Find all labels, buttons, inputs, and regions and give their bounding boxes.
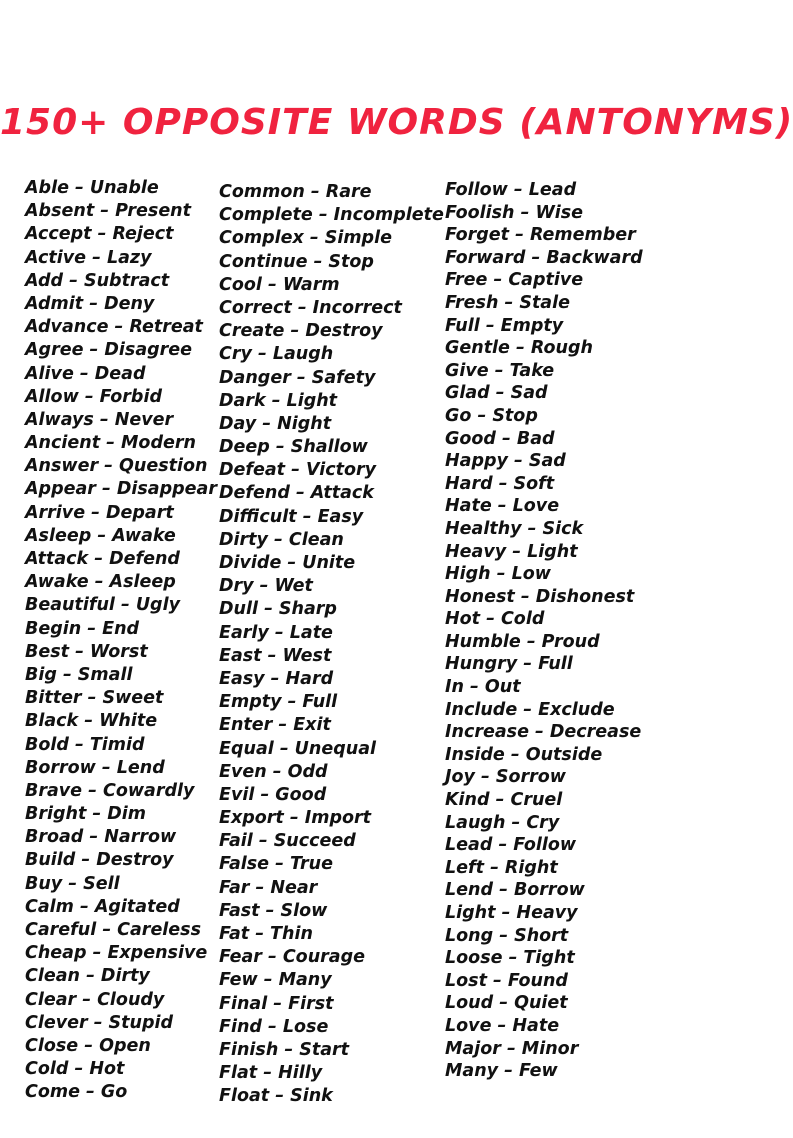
antonym-pair: Defeat – Victory [219,460,377,481]
antonym-pair: Create – Destroy [219,321,383,342]
antonym-pair: Difficult – Easy [219,506,364,527]
antonym-pair: Inside – Outside [445,744,603,765]
antonym-pair: Build – Destroy [25,850,174,871]
antonym-pair: Final – First [219,993,334,1014]
antonym-pair: Deep – Shallow [219,437,368,458]
antonym-pair: Honest – Dishonest [445,586,635,607]
antonym-pair: Continue – Stop [219,251,374,272]
antonym-pair: In – Out [445,677,521,698]
antonym-pair: Light – Heavy [445,903,578,923]
antonym-pair: Admit – Deny [25,293,155,314]
antonym-pair: Happy – Sad [445,451,566,472]
antonym-pair: Increase – Decrease [445,722,642,743]
antonym-pair: Left – Right [445,857,558,878]
antonym-pair: Kind – Cruel [445,790,563,811]
antonym-pair: Humble – Proud [445,631,600,652]
antonym-pair: Fat – Thin [219,924,313,944]
antonym-pair: Free – Captive [445,270,584,291]
antonym-pair: Bold – Timid [25,734,145,755]
antonym-pair: Gentle – Rough [445,338,593,359]
page-title: 150+ OPPOSITE WORDS (ANTONYMS) [0,102,793,143]
antonym-pair: Enter – Exit [219,715,331,736]
antonym-pair: Dull – Sharp [219,599,337,620]
antonym-pair: Flat – Hilly [219,1063,323,1084]
antonym-pair: Evil – Good [219,784,327,805]
antonym-pair: Major – Minor [445,1038,579,1059]
antonym-pair: Appear – Disappear [25,479,217,500]
antonym-pair: Find – Lose [219,1016,329,1037]
antonym-pair: Hard – Soft [445,473,555,494]
antonym-pair: Early – Late [219,622,333,643]
antonym-pair: Glad – Sad [445,383,548,404]
antonym-pair: Always – Never [25,409,174,430]
antonym-pair: Beautiful – Ugly [25,595,180,616]
antonym-pair: Broad – Narrow [25,827,177,848]
antonym-pair: Attack – Defend [25,549,180,569]
antonym-pair: Heavy – Light [445,541,578,562]
antonym-pair: Advance – Retreat [25,317,203,338]
antonym-column-1 [25,177,217,1105]
antonym-pair: Able – Unable [25,178,159,198]
antonym-pair: Allow – Forbid [25,386,162,407]
antonym-pair: Loud – Quiet [445,993,568,1014]
antonym-pair: Danger – Safety [219,367,376,388]
antonym-pair: Cheap – Expensive [25,943,208,964]
antonym-pair: Full – Empty [445,315,564,336]
antonym-pair: Absent – Present [25,201,192,222]
antonym-pair: Answer – Question [25,456,208,477]
antonym-pair: Export – Import [219,808,372,829]
antonym-pair: Active – Lazy [25,247,152,268]
antonym-pair: Even – Odd [219,761,328,782]
antonym-pair: Cool – Warm [219,274,340,295]
antonym-pair: Begin – End [25,618,140,639]
antonym-pair: Correct – Incorrect [219,297,402,318]
antonym-pair: Fresh – Stale [445,292,570,313]
antonym-pair: Easy – Hard [219,668,334,689]
antonym-pair: Fail – Succeed [219,831,356,852]
antonym-pair: Bitter – Sweet [25,688,164,709]
antonym-pair: Clear – Cloudy [25,989,165,1010]
antonym-pair: Dry – Wet [219,576,313,597]
antonym-column-3 [445,179,643,1083]
antonym-pair: Come – Go [25,1082,128,1103]
antonym-pair: Cry – Laugh [219,344,334,365]
antonym-pair: Close – Open [25,1035,151,1056]
antonym-pair: Dark – Light [219,390,338,411]
antonym-pair: Borrow – Lend [25,757,165,778]
antonym-pair: Alive – Dead [25,363,146,384]
antonym-pair: Careful – Careless [25,920,202,940]
antonym-pair: Defend – Attack [219,483,374,504]
antonym-pair: Arrive – Depart [25,502,174,523]
antonym-pair: Big – Small [25,664,133,685]
antonym-pair: Ancient – Modern [25,433,196,454]
antonym-pair: Asleep – Awake [25,525,176,546]
antonym-pair: Awake – Asleep [25,572,176,593]
antonym-pair: Finish – Start [219,1039,349,1060]
antonym-pair: Love – Hate [445,1015,560,1036]
antonym-pair: Long – Short [445,925,569,946]
antonym-pair: Far – Near [219,877,318,898]
antonym-pair: Give – Take [445,360,555,381]
antonym-pair: Brave – Cowardly [25,780,195,801]
antonym-pair: Lead – Follow [445,835,577,856]
antonym-pair: Include – Exclude [445,699,615,720]
antonym-pair: Black – White [25,711,158,732]
antonym-pair: Dirty – Clean [219,529,344,550]
antonym-column-2 [219,181,444,1109]
antonym-pair: Hot – Cold [445,609,545,630]
antonym-pair: False – True [219,854,333,875]
antonym-pair: Go – Stop [445,405,538,426]
antonym-pair: Joy – Sorrow [445,767,566,788]
antonym-pair: Few – Many [219,970,332,991]
antonym-pair: Agree – Disagree [25,340,193,361]
antonym-pair: Hate – Love [445,496,560,517]
antonym-pair: Divide – Unite [219,553,356,573]
antonym-pair: Clean – Dirty [25,966,150,987]
antonym-pair: Lost – Found [445,970,568,991]
antonym-pair: Fast – Slow [219,900,328,921]
antonym-pair: Buy – Sell [25,873,120,894]
antonym-pair: Hungry – Full [445,654,573,675]
antonym-pair: Clever – Stupid [25,1012,174,1033]
antonym-pair: Forward – Backward [445,247,643,268]
antonym-pair: High – Low [445,564,551,585]
antonym-pair: Cold – Hot [25,1059,125,1080]
antonym-pair: Float – Sink [219,1086,333,1107]
antonym-pair: Fear – Courage [219,947,365,968]
antonym-pair: East – West [219,645,332,666]
antonym-pair: Lend – Borrow [445,880,585,901]
antonym-pair: Complete – Incomplete [219,205,444,226]
antonym-pair: Forget – Remember [445,225,636,246]
antonym-pair: Equal – Unequal [219,738,377,759]
antonym-pair: Follow – Lead [445,180,577,200]
antonym-pair: Accept – Reject [25,224,174,245]
antonym-pair: Best – Worst [25,641,148,662]
antonym-pair: Complex – Simple [219,228,392,249]
antonym-pair: Many – Few [445,1061,558,1082]
antonym-pair: Healthy – Sick [445,518,584,539]
antonym-pair: Laugh – Cry [445,812,560,833]
antonym-pair: Foolish – Wise [445,202,584,223]
antonym-pair: Empty – Full [219,692,338,713]
antonym-pair: Common – Rare [219,182,372,202]
antonym-pair: Day – Night [219,413,332,434]
antonym-pair: Calm – Agitated [25,896,180,917]
antonym-pair: Good – Bad [445,428,555,449]
antonym-pair: Loose – Tight [445,948,575,969]
antonym-pair: Bright – Dim [25,804,147,825]
antonym-pair: Add – Subtract [25,270,170,291]
